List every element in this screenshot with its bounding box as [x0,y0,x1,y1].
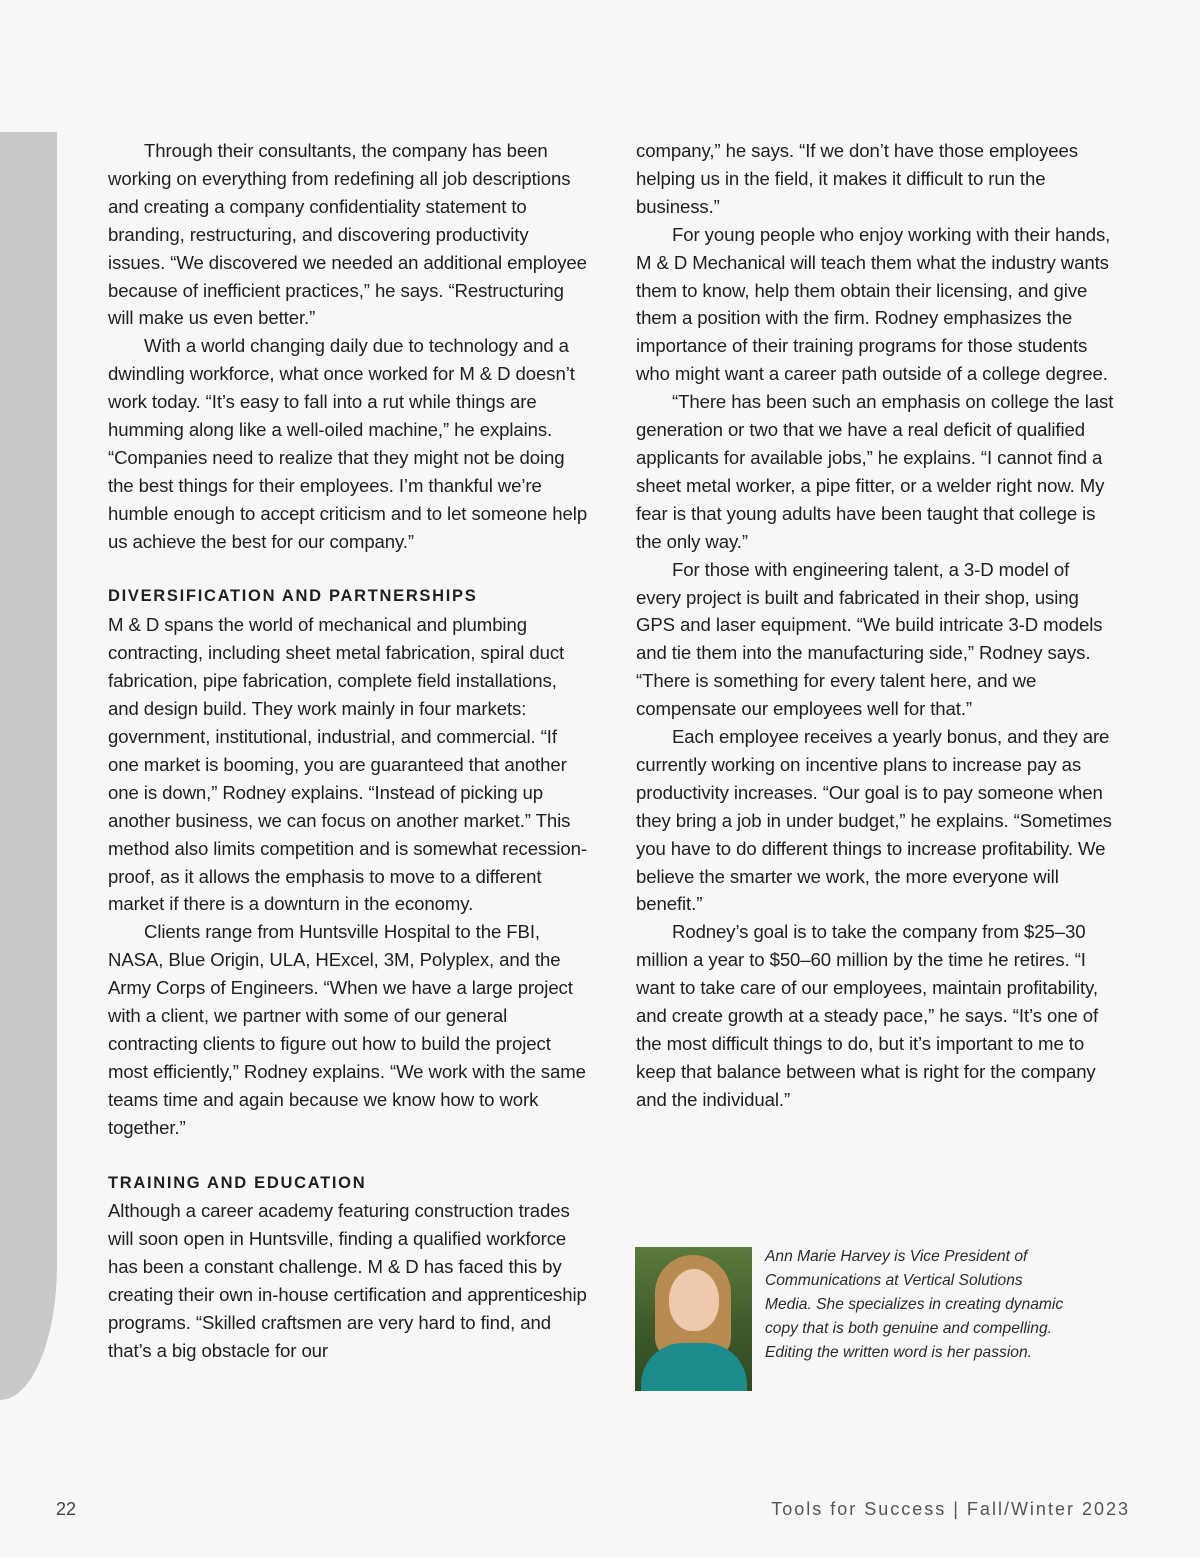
left-paragraph-5: Although a career academy featuring construction trades will soon open in Huntsville, finding a qualified workforce has been a constant challenge. M & D has faced this by creating their own in-house certification and apprenticeship programs. “Skilled craftsmen are very hard to find, and that’s a big obstacle for our [108,1200,587,1361]
left-paragraph-2: With a world changing daily due to technology and a dwindling workforce, what once worked for M & D doesn’t work today. “It’s easy to fall into a rut while things are humming along like a well-oiled machine,” he explains. “Companies need to realize that they might not be doing the best things for their employees. I’m thankful we’re humble enough to accept criticism and to let someone help us achieve the best for our company.” [108,335,588,552]
left-paragraph-1: Through their consultants, the company has been working on everything from redefining all job descriptions and creating a company confidentiality statement to branding, restructuring, and discovering productivity issues. “We discovered we needed an additional employee because of inefficient practices,” he says. “Restructuring will make us even better.” [108,140,587,329]
section-heading-diversification: DIVERSIFICATION AND PARTNERSHIPS [108,587,478,606]
right-paragraph-1: company,” he says. “If we don’t have those employees helping us in the field, it makes it difficult to run the business.” [636,140,1078,217]
right-paragraph-4: For those with engineering talent, a 3-D model of every project is built and fabricated in their shop, using GPS and laser equipment. “We build intricate 3-D models and tie them into the manufacturing side,” Rodney says. “There is something for every talent here, and we compensate our employees well for that.” [636,558,1103,720]
left-paragraph-4: Clients range from Huntsville Hospital to the FBI, NASA, Blue Origin, ULA, HExcel, 3M, Polyplex, and the Army Corps of Engineers. “When we have a large project with a client, we partner with some of our general contracting clients to figure out how to build the project most efficiently,” Rodney explains. “We work with the same teams time and again because we know how to work together.” [108,921,586,1138]
right-paragraph-2: For young people who enjoy working with their hands, M & D Mechanical will teach them what the industry wants them to know, help them obtain their licensing, and give them a position with the firm. Rodney emphasizes the importance of their training programs for those students who might want a career path outside of a college degree. [636,223,1111,385]
author-bio: Ann Marie Harvey is Vice President of Communications at Vertical Solutions Media. She specializes in creating dynamic copy that is both genuine and compelling. Editing the written word is her passion. [765,1248,1064,1361]
side-tab-decoration [0,132,57,1400]
page-number: 22 [56,1499,77,1519]
author-photo [635,1247,752,1391]
right-column [636,137,1116,1114]
right-paragraph-6: Rodney’s goal is to take the company from $25–30 million a year to $50–60 million by the time he retires. “I want to take care of our employees, maintain profitability, and create growth at a steady pace,” he says. “It’s one of the most difficult things to do, but it’s important to me to keep that balance between what is right for the company and the individual.” [636,921,1099,1110]
left-column [108,137,588,1365]
left-paragraph-3: M & D spans the world of mechanical and plumbing contracting, including sheet metal fabrication, spiral duct fabrication, pipe fabrication, complete field installations, and design build. They work mainly in four markets: government, institutional, industrial, and commercial. “If one market is booming, you are guaranteed that another one is down,” Rodney explains. “Instead of picking up another business, we can focus on another market.” This method also limits competition and is somewhat recession-proof, as it allows the emphasis to move to a different market if there is a downturn in the economy. [108,614,587,915]
section-heading-training: TRAINING AND EDUCATION [108,1173,367,1192]
publication-footer: Tools for Success | Fall/Winter 2023 [771,1499,1130,1519]
right-paragraph-5: Each employee receives a yearly bonus, and they are currently working on incentive plans to increase pay as productivity increases. “Our goal is to pay someone when they bring a job in under budget,” he explains. “Sometimes you have to do different things to increase profitability. We believe the smarter we work, the more everyone will benefit.” [636,726,1112,915]
right-paragraph-3: “There has been such an emphasis on college the last generation or two that we have a real deficit of qualified applicants for available jobs,” he explains. “I cannot find a sheet metal worker, a pipe fitter, or a welder right now. My fear is that young adults have been taught that college is the only way.” [636,391,1114,552]
